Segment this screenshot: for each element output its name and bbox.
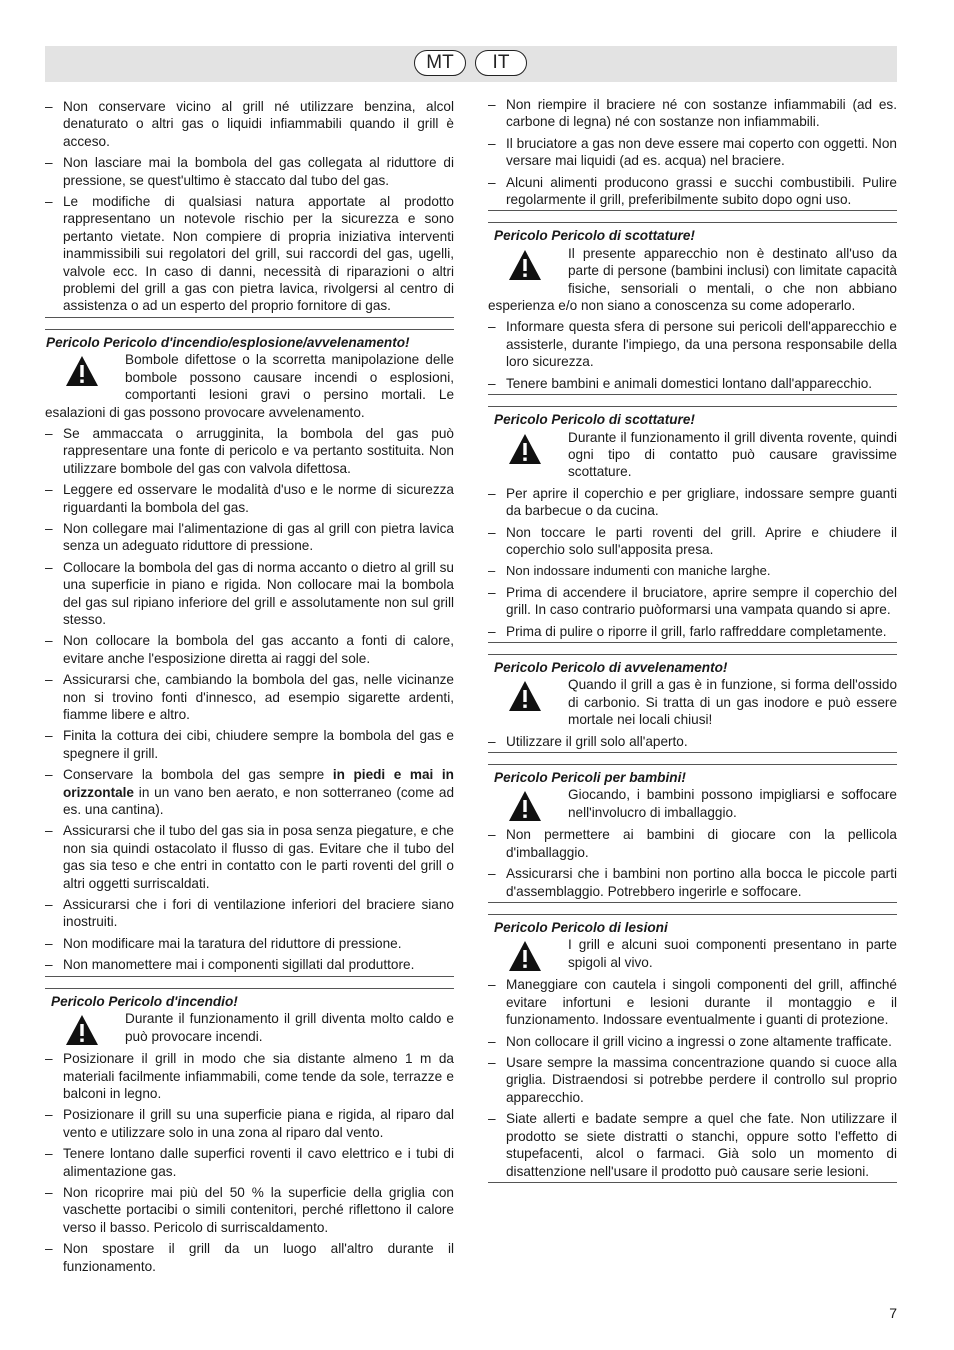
section-list xyxy=(488,318,897,395)
list-item: – Collocare la bombola del gas di norma accanto o dietro al grill su una superficie in piano e rigida. Non collocare mai la bombola del gas sul ripiano inferiore del grill e assolutamente non sul grill stesso. xyxy=(45,559,454,629)
list-item: – Finita la cottura dei cibi, chiudere sempre la bombola del gas e spegnere il grill. xyxy=(45,727,454,762)
list-item: – Non lasciare mai la bombola del gas collegata al riduttore di pressione, se quest'ultimo è staccato dal tubo del gas. xyxy=(45,154,454,189)
warning-text: Quando il grill a gas è in funzione, si forma dell'ossido di carbonio. Si tratta di un gas inodore e può essere mortale nei locali chiusi! xyxy=(568,677,897,728)
warning-triangle-icon xyxy=(508,249,542,281)
list-item: – Non modificare mai la taratura del riduttore di pressione. xyxy=(45,935,454,952)
list-item: – Non riempire il braciere né con sostanze infiammabili (ad es. carbone di legna) né con sostanze non infiammabili. xyxy=(488,96,897,131)
intro-list xyxy=(488,96,897,211)
language-header xyxy=(45,46,897,82)
section-children xyxy=(488,764,897,903)
section-list xyxy=(488,733,897,753)
warning-block xyxy=(488,676,897,728)
list-item: – Non collegare mai l'alimentazione di gas al grill con pietra lavica senza un adeguato riduttore di pressione. xyxy=(45,520,454,555)
list-item: – Non conservare vicino al grill né utilizzare benzina, alcol denaturato o altri gas o liquidi infiammabili quando il grill è acceso. xyxy=(45,98,454,150)
warning-text: Durante il funzionamento il grill diventa rovente, quindi ogni tipo di contatto può causare gravissime scottature. xyxy=(568,429,897,480)
section-list xyxy=(488,976,897,1182)
section-fire xyxy=(45,988,454,1275)
list-item: – Non spostare il grill da un luogo all'altro durante il funzionamento. xyxy=(45,1240,454,1275)
warning-block xyxy=(45,351,454,421)
list-item: – Le modifiche di qualsiasi natura apportate al prodotto rappresentano un notevole rischio per la sicurezza e sono pertanto vietate. Non compiere di propria iniziativa interventi inammissibili sui regolatori del grill, sui raccordi del gas, ugelli, valvole ecc. In caso di danni, necessità di riparazioni o altri problemi del grill a gas con pietra lavica, rivolgersi al centro di assistenza o ad un esperto del proprio fornitore di gas. xyxy=(45,193,454,315)
warning-block xyxy=(488,786,897,822)
list-item: – Assicurarsi che i bambini non portino alla bocca le piccole parti d'assemblaggio. Potrebbero ingerirle e soffocare. xyxy=(488,865,897,900)
list-item: – Usare sempre la massima concentrazione quando si cuoce alla griglia. Distraendosi si potrebbe perdere il controllo sul proprio apparecchio. xyxy=(488,1054,897,1106)
section-fire-explosion xyxy=(45,329,454,977)
left-column xyxy=(45,98,454,1275)
list-item: – Non manomettere mai i componenti sigillati dal produttore. xyxy=(45,956,454,976)
page-number: 7 xyxy=(889,1305,897,1321)
section-list xyxy=(45,1050,454,1275)
warning-triangle-icon xyxy=(65,1014,99,1046)
list-item: – Utilizzare il grill solo all'aperto. xyxy=(488,733,897,750)
list-item: – Prima di accendere il bruciatore, aprire sempre il coperchio del grill. In caso contrario puòformarsi una vampata quando si apre. xyxy=(488,584,897,619)
warning-triangle-icon xyxy=(508,433,542,465)
list-item: – Tenere lontano dalle superfici roventi il cavo elettrico e i tubi di alimentazione gas. xyxy=(45,1145,454,1180)
warning-block xyxy=(488,429,897,481)
lang-badge-it: IT xyxy=(475,50,527,76)
warning-text: Il presente apparecchio non è destinato all'uso da parte di persone (bambini inclusi) con limitate capacità fisiche, sensoriali o mentali, o che non abbiano esperienza e/o non siano a conoscenza su come adoperarlo. xyxy=(488,245,897,314)
lang-badge-mt: MT xyxy=(414,50,466,76)
list-item: – Alcuni alimenti producono grassi e succhi combustibili. Pulire regolarmente il grill, preferibilmente subito dopo ogni uso. xyxy=(488,174,897,209)
section-title: Pericolo Pericolo di scottature! xyxy=(494,228,695,244)
storage-text-post: in un vano ben aerato, e non sotterraneo (come ad es. una cantina). xyxy=(63,784,454,818)
list-item: – Per aprire il coperchio e per grigliare, indossare sempre guanti da barbecue o da cucina. xyxy=(488,485,897,520)
storage-text-pre: Conservare la bombola del gas sempre xyxy=(63,767,333,783)
section-title: Pericolo Pericolo d'incendio/esplosione/avvelenamento! xyxy=(46,334,410,350)
section-burns-persons xyxy=(488,222,897,395)
warning-block xyxy=(488,936,897,972)
warning-text: Durante il funzionamento il grill diventa molto caldo e può provocare incendi. xyxy=(125,1011,454,1044)
list-item: – Siate allerti e badate sempre a quel che fate. Non utilizzare il prodotto se siete distratti o stanchi, oppure sotto l'effetto di stupefacenti, alcol o farmaci. Già solo un momento di disattenzione nell'usare il prodotto può causare serie lesioni. xyxy=(488,1110,897,1180)
right-column xyxy=(488,96,897,1183)
section-title: Pericolo Pericoli per bambini! xyxy=(494,770,686,785)
list-item: – Tenere bambini e animali domestici lontano dall'apparecchio. xyxy=(488,375,897,392)
list-item: – Informare questa sfera di persone sui pericoli dell'apparecchio e assisterle, durante l'impiego, da una persona responsabile della loro sicurezza. xyxy=(488,318,897,370)
section-injury xyxy=(488,914,897,1183)
list-item: – Posizionare il grill su una superficie piana e rigida, al riparo dal vento e utilizzare solo in una zona al riparo dal vento. xyxy=(45,1106,454,1141)
list-item: – Non toccare le parti roventi del grill. Aprire e chiudere il coperchio solo sull'apposita presa. xyxy=(488,524,897,559)
list-item: – Assicurarsi che il tubo del gas sia in posa senza piegature, e che non sia quindi ostacolato il flusso di gas. Evitare che il tubo del gas sia teso e che entri in contatto con le parti roventi del grill o altri oggetti surriscaldati. xyxy=(45,822,454,892)
warning-text: I grill e alcuni suoi componenti presentano in parte spigoli al vivo. xyxy=(568,937,897,970)
section-list xyxy=(45,425,454,977)
warning-triangle-icon xyxy=(65,355,99,387)
list-item: – Assicurarsi che, cambiando la bombola del gas, nelle vicinanze non si trovino fonti d'innesco, ad esempio sigarette ardenti, fiamme libere e altro. xyxy=(45,671,454,723)
storage-text-bold: in piedi e mai in orizzontale xyxy=(63,767,454,800)
list-item: – Posizionare il grill in modo che sia distante almeno 1 m da materiali facilmente infiammabili, come tende da sole, terrazze e balconi in legno. xyxy=(45,1050,454,1102)
section-list xyxy=(488,485,897,643)
warning-triangle-icon xyxy=(508,790,542,822)
list-item: – Non collocare il grill vicino a ingressi o zone altamente trafficate. xyxy=(488,1033,897,1050)
section-list xyxy=(488,826,897,903)
intro-list xyxy=(45,98,454,318)
list-item: – Il bruciatore a gas non deve essere mai coperto con oggetti. Non versare mai liquidi (ad es. acqua) nel braciere. xyxy=(488,135,897,170)
warning-triangle-icon xyxy=(508,680,542,712)
list-item: – Leggere ed osservare le modalità d'uso e le norme di sicurezza riguardanti la bombola del gas. xyxy=(45,481,454,516)
section-poisoning xyxy=(488,654,897,753)
list-item: – Se ammaccata o arrugginita, la bombola del gas può rappresentare una fonte di pericolo e va pertanto sostituita. Non utilizzare bombole del gas con valvola difettosa. xyxy=(45,425,454,477)
warning-block xyxy=(45,1010,454,1046)
list-item: – Prima di pulire o riporre il grill, farlo raffreddare completamente. xyxy=(488,623,897,640)
warning-text: Bombole difettose o la scorretta manipolazione delle bombole possono causare incendi o esplosioni, comportanti lesioni gravi o persino mortali. Le esalazioni di gas possono provocare avvelenamento. xyxy=(45,352,454,420)
section-burns-hot xyxy=(488,406,897,643)
warning-triangle-icon xyxy=(508,940,542,972)
warning-text: Giocando, i bambini possono impigliarsi e soffocare nell'involucro di imballaggio. xyxy=(568,787,897,820)
section-title: Pericolo Pericolo di lesioni xyxy=(494,920,668,936)
list-item: – Non ricoprire mai più del 50 % la superficie della griglia con vaschette portacibi o simili contenitori, perché riflettono il calore verso il basso. Pericolo di surriscaldamento. xyxy=(45,1184,454,1236)
list-item: – Non permettere ai bambini di giocare con la pellicola d'imballaggio. xyxy=(488,826,897,861)
list-item: – Assicurarsi che i fori di ventilazione inferiori del braciere siano inostruiti. xyxy=(45,896,454,931)
section-title: Pericolo Pericolo d'incendio! xyxy=(51,993,238,1009)
list-item-storage xyxy=(45,766,454,818)
warning-block xyxy=(488,245,897,315)
list-item: – Maneggiare con cautela i singoli componenti del grill, affinché evitare infortuni e lesioni durante il montaggio e il funzionamento. Indossare eventualmente i guanti di protezione. xyxy=(488,976,897,1028)
section-title: Pericolo Pericolo di avvelenamento! xyxy=(494,659,728,675)
list-item: – Non collocare la bombola del gas accanto a fonti di calore, evitare anche l'esposizione diretta ai raggi del sole. xyxy=(45,632,454,667)
section-title: Pericolo Pericolo di scottature! xyxy=(494,412,695,428)
list-item: – Non indossare indumenti con maniche larghe. xyxy=(488,562,897,579)
